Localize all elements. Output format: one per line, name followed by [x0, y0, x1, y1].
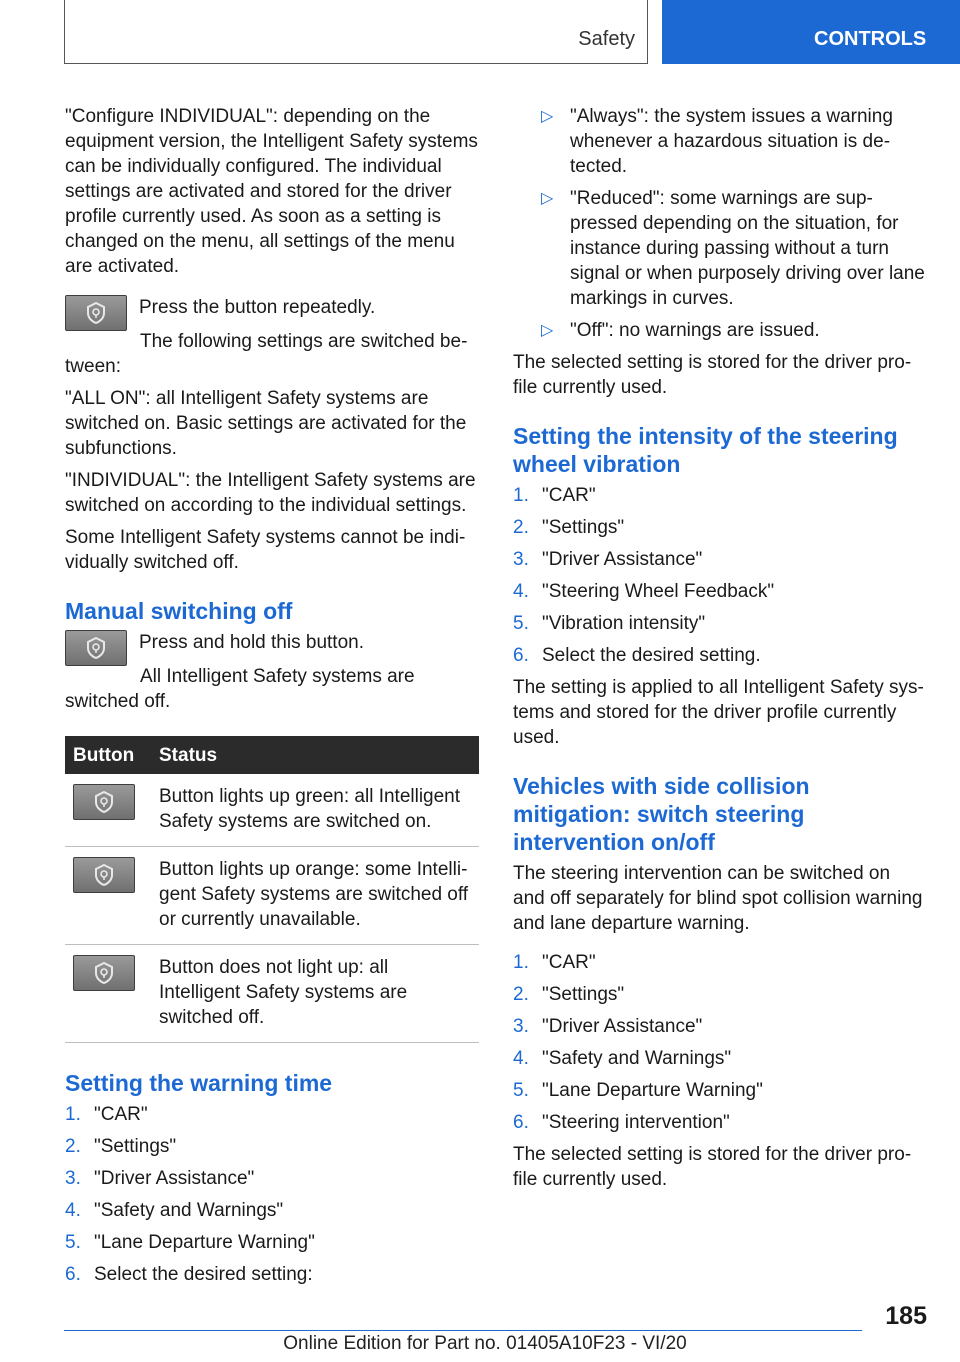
settings-switched-text: The following settings are switched between: [65, 331, 468, 377]
list-item: 1. "CAR" [513, 485, 596, 506]
steps-intensity [513, 483, 927, 668]
header-section-title: Safety [578, 28, 635, 50]
list-item: 1. "CAR" [65, 1104, 148, 1125]
safety-button-icon [73, 955, 135, 991]
paragraph-configure: "Configure INDIVIDUAL": depending on the equipment version, the Intelligent Safety systems can be individually configured. The individual settings are activated and stored for the driver profile currently used. As soon as a setting is changed on the menu, all settings of the menu are activated. [65, 106, 478, 277]
list-item: 3. "Driver Assistance" [513, 1016, 703, 1037]
footer-divider [64, 1330, 862, 1331]
status-off-text: Button does not light up: all Intelligent Safety systems are switched off. [151, 945, 479, 1043]
list-item: 6. "Steering intervention" [513, 1112, 730, 1133]
list-item: 5. "Lane Departure Warning" [65, 1232, 315, 1253]
safety-button-icon [73, 857, 135, 893]
warning-options-list [513, 104, 927, 343]
table-row [65, 945, 479, 1043]
heading-side-collision: Vehicles with side collision mitigation: switch steering intervention on/off [513, 773, 810, 855]
applied-text: The setting is applied to all Intelligent Safety systems and stored for the driver profile currently used. [513, 677, 924, 748]
page-number: 185 [885, 1302, 927, 1330]
some-cannot-text: Some Intelligent Safety systems cannot be individually switched off. [65, 527, 466, 573]
list-item: 6. Select the desired setting: [65, 1264, 313, 1285]
press-hold-text: Press and hold this button. [139, 632, 364, 653]
list-item: 4. "Steering Wheel Feedback" [513, 581, 775, 602]
press-repeat-text: Press the button repeatedly. [139, 297, 376, 318]
all-on-text: "ALL ON": all Intelligent Safety systems are switched on. Basic settings are activated for the subfunctions. [65, 388, 467, 459]
list-item: ▷ "Reduced": some warnings are suppressed depending on the situation, for instance during passing without a turn signal or when purposely driving over lane markings in curves. [513, 186, 927, 311]
button-status-table [65, 736, 479, 1043]
triangle-bullet-icon: ▷ [541, 108, 554, 125]
heading-warning-time: Setting the warning time [65, 1070, 333, 1096]
triangle-bullet-icon: ▷ [541, 322, 554, 339]
table-row [65, 847, 479, 945]
heading-intensity: Setting the intensity of the steering wheel vibration [513, 423, 898, 477]
footer-text[interactable]: Online Edition for Part no. 01405A10F23 - VI/20 [283, 1333, 687, 1354]
stored-text-2: The selected setting is stored for the driver profile currently used. [513, 1144, 912, 1190]
table-header-button: Button [65, 736, 151, 774]
list-item: ▷ "Off": no warnings are issued. [513, 318, 927, 343]
table-row [65, 774, 479, 847]
triangle-bullet-icon: ▷ [541, 190, 554, 207]
button-instruction-repeat [65, 295, 479, 331]
all-off-text: All Intelligent Safety systems are switched off. [65, 666, 415, 712]
list-item: 4. "Safety and Warnings" [513, 1048, 732, 1069]
heading-manual-switching-off: Manual switching off [65, 598, 293, 624]
list-item: 4. "Safety and Warnings" [65, 1200, 284, 1221]
table-header-status: Status [151, 736, 479, 774]
status-green-text: Button lights up green: all Intelligent Safety systems are switched on. [151, 774, 479, 847]
safety-button-icon [65, 630, 127, 666]
safety-button-icon [65, 295, 127, 331]
list-item: 1. "CAR" [513, 952, 596, 973]
list-item: 2. "Settings" [513, 517, 625, 538]
safety-button-icon [73, 784, 135, 820]
list-item: 6. Select the desired setting. [513, 645, 761, 666]
list-item: 2. "Settings" [513, 984, 625, 1005]
steering-intervention-text: The steering intervention can be switched on and off separately for blind spot collision warning and lane departure warning. [513, 863, 923, 934]
steps-side-collision [513, 950, 927, 1135]
left-column [65, 104, 479, 1294]
list-item: 2. "Settings" [65, 1136, 177, 1157]
list-item: 5. "Vibration intensity" [513, 613, 706, 634]
list-item: ▷ "Always": the system issues a warning whenever a hazardous situation is detected. [513, 104, 927, 179]
right-column [513, 104, 927, 1199]
button-instruction-hold [65, 630, 479, 666]
header-section-box [64, 0, 648, 64]
list-item: 5. "Lane Departure Warning" [513, 1080, 763, 1101]
list-item: 3. "Driver Assistance" [513, 549, 703, 570]
status-orange-text: Button lights up orange: some Intelligent Safety systems are switched off or currently unavailable. [151, 847, 479, 945]
header-chapter-tab[interactable]: CONTROLS [662, 0, 960, 64]
stored-text-1: The selected setting is stored for the driver profile currently used. [513, 352, 912, 398]
steps-warning-time [65, 1102, 479, 1287]
list-item: 3. "Driver Assistance" [65, 1168, 255, 1189]
individual-text: "INDIVIDUAL": the Intelligent Safety systems are switched on according to the individual settings. [65, 470, 476, 516]
